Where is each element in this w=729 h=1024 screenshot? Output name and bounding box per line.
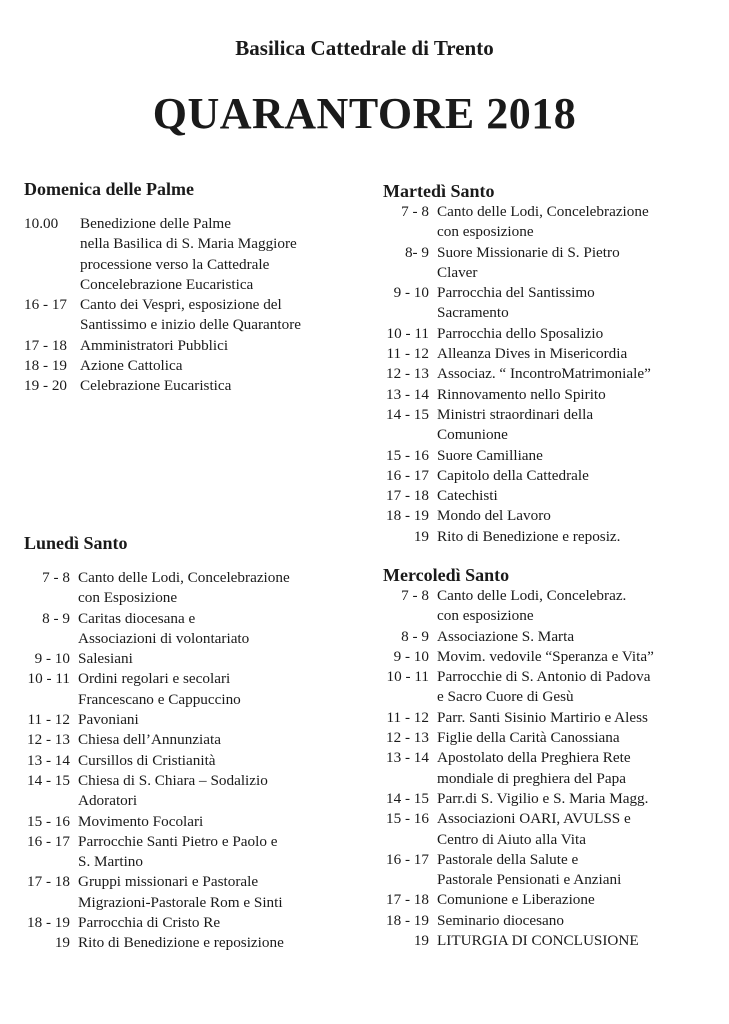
description-line: Comunione	[437, 426, 508, 444]
entry-description	[78, 669, 241, 710]
time-slot: 13 - 14	[26, 751, 70, 769]
time-slot: 12 - 13	[26, 731, 70, 749]
time-slot: 15 - 16	[385, 810, 429, 828]
section-title: Martedì Santo	[383, 181, 495, 201]
entry-description	[437, 243, 620, 284]
entry-description	[80, 295, 301, 336]
schedule-entry	[383, 506, 651, 526]
description-line: Parrocchia di Cristo Re	[78, 914, 221, 932]
schedule-entry	[24, 649, 290, 669]
entry-description	[78, 933, 284, 953]
time-slot: 17 - 18	[385, 487, 429, 505]
schedule-list	[383, 586, 654, 951]
schedule-entry	[383, 647, 654, 667]
description-line: Movimento Focolari	[78, 812, 204, 830]
time-slot: 14 - 15	[385, 405, 429, 423]
schedule-entry	[24, 812, 290, 832]
time-slot: 10.00	[24, 215, 59, 232]
entry-description	[78, 730, 221, 750]
schedule-entry	[383, 283, 651, 324]
description-line: Amministratori Pubblici	[80, 336, 229, 354]
description-line: S. Martino	[78, 853, 143, 871]
description-line: Chiesa dell’Annunziata	[78, 731, 221, 749]
schedule-entry	[24, 730, 290, 750]
description-line: Figlie della Carità Canossiana	[437, 729, 620, 747]
description-line: Azione Cattolica	[80, 357, 183, 375]
description-line: Concelebrazione Eucaristica	[80, 275, 254, 293]
section-title: Lunedì Santo	[24, 533, 128, 553]
description-line: Rinnovamento nello Spirito	[437, 385, 606, 403]
description-line: Parrocchia del Santissimo	[437, 284, 595, 302]
entry-description	[437, 364, 651, 384]
description-line: Claver	[437, 263, 478, 281]
schedule-entry	[383, 243, 651, 284]
description-line: con esposizione	[437, 223, 534, 241]
description-line: Catechisti	[437, 487, 498, 505]
schedule-entry	[24, 295, 301, 336]
time-slot: 11 - 12	[27, 711, 70, 729]
description-line: Rito di Benedizione e reposizione	[78, 934, 284, 952]
description-line: Sacramento	[437, 304, 509, 322]
church-name: Basilica Cattedrale di Trento	[235, 36, 494, 60]
entry-description	[437, 667, 650, 708]
entry-description	[78, 568, 290, 609]
description-line: Pastorale della Salute e	[437, 850, 579, 868]
description-line: Ordini regolari e secolari	[78, 670, 231, 688]
entry-description	[437, 809, 631, 850]
description-line: Parrocchie di S. Antonio di Padova	[437, 668, 651, 686]
schedule-entry	[383, 344, 651, 364]
entry-description	[80, 336, 228, 356]
schedule-entry	[383, 809, 654, 850]
entry-description	[437, 446, 543, 466]
entry-description	[80, 376, 231, 396]
entry-description	[437, 627, 574, 647]
time-slot: 11 - 12	[386, 708, 429, 726]
description-line: Migrazioni-Pastorale Rom e Sinti	[78, 893, 283, 911]
schedule-list	[24, 568, 290, 954]
schedule-entry	[383, 385, 651, 405]
entry-description	[80, 356, 182, 376]
description-line: Pastorale Pensionati e Anziani	[437, 871, 622, 889]
time-slot: 13 - 14	[385, 749, 429, 767]
schedule-entry	[383, 527, 651, 547]
entry-description	[80, 214, 297, 295]
description-line: Associazioni OARI, AVULSS e	[437, 810, 631, 828]
schedule-entry	[383, 850, 654, 891]
entry-description	[78, 832, 278, 873]
schedule-entry	[24, 669, 290, 710]
description-line: Adoratori	[78, 792, 138, 810]
description-line: processione verso la Cattedrale	[80, 255, 270, 273]
schedule-entry	[24, 913, 290, 933]
description-line: Chiesa di S. Chiara – Sodalizio	[78, 771, 268, 789]
entry-description	[78, 609, 249, 650]
description-line: Associazioni di volontariato	[78, 629, 250, 647]
schedule-entry	[24, 832, 290, 873]
schedule-entry	[24, 214, 301, 295]
schedule-entry	[383, 364, 651, 384]
description-line: nella Basilica di S. Maria Maggiore	[80, 235, 297, 253]
schedule-entry	[383, 748, 654, 789]
time-slot: 16 - 17	[26, 832, 70, 850]
entry-description	[78, 812, 203, 832]
time-slot: 17 - 18	[24, 336, 68, 354]
schedule-entry	[383, 931, 654, 951]
entry-description	[78, 771, 268, 812]
entry-description	[437, 850, 621, 891]
description-line: Associaz. “ IncontroMatrimoniale”	[437, 365, 651, 383]
description-line: Santissimo e inizio delle Quarantore	[80, 316, 302, 334]
entry-description	[437, 728, 620, 748]
entry-description	[437, 202, 649, 243]
time-slot: 19	[413, 932, 429, 950]
schedule-entry	[383, 486, 651, 506]
entry-description	[78, 649, 133, 669]
time-slot: 10 - 11	[27, 670, 70, 688]
schedule-entry	[383, 405, 651, 446]
time-slot: 12 - 13	[385, 365, 429, 383]
entry-description	[437, 647, 654, 667]
time-slot: 11 - 12	[386, 345, 429, 363]
schedule-list	[383, 202, 651, 547]
description-line: Benedizione delle Palme	[80, 215, 231, 232]
entry-description	[437, 405, 593, 446]
time-slot: 7 - 8	[401, 203, 429, 220]
description-line: e Sacro Cuore di Gesù	[437, 688, 574, 706]
description-line: Parrocchie Santi Pietro e Paolo e	[78, 832, 278, 850]
section-martedi-santo	[383, 180, 651, 547]
entry-description	[437, 708, 648, 728]
time-slot: 8- 9	[404, 243, 429, 261]
time-slot: 15 - 16	[26, 812, 70, 830]
time-slot: 18 - 19	[385, 507, 429, 525]
section-title: Domenica delle Palme	[24, 179, 194, 199]
description-line: Parr.di S. Vigilio e S. Maria Magg.	[437, 789, 649, 807]
schedule-entry	[383, 789, 654, 809]
time-slot: 16 - 17	[385, 466, 429, 484]
page-title: QUARANTORE 2018	[152, 89, 577, 138]
schedule-entry	[383, 586, 654, 627]
entry-description	[437, 283, 595, 324]
time-slot: 10 - 11	[386, 324, 429, 342]
time-slot: 13 - 14	[385, 385, 429, 403]
description-line: Suore Camilliane	[437, 446, 543, 464]
entry-description	[437, 385, 606, 405]
description-line: Seminario diocesano	[437, 911, 564, 929]
description-line: Caritas diocesana e	[78, 609, 196, 627]
description-line: Canto delle Lodi, Concelebraz.	[437, 587, 627, 604]
description-line: Parrocchia dello Sposalizio	[437, 324, 604, 342]
time-slot: 19	[54, 934, 70, 952]
description-line: Francescano e Cappuccino	[78, 690, 241, 708]
schedule-entry	[24, 933, 290, 953]
time-slot: 16 - 17	[385, 850, 429, 868]
time-slot: 14 - 15	[26, 771, 70, 789]
entry-description	[437, 586, 626, 627]
entry-description	[437, 344, 627, 364]
entry-description	[78, 751, 216, 771]
time-slot: 9 - 10	[393, 284, 429, 302]
description-line: Capitolo della Cattedrale	[437, 466, 589, 484]
schedule-entry	[24, 751, 290, 771]
time-slot: 14 - 15	[385, 789, 429, 807]
time-slot: 16 - 17	[24, 296, 68, 314]
description-line: Comunione e Liberazione	[437, 891, 595, 909]
description-line: Alleanza Dives in Misericordia	[437, 345, 628, 363]
time-slot: 18 - 19	[385, 911, 429, 929]
entry-description	[437, 527, 620, 547]
schedule-entry	[24, 568, 290, 609]
schedule-entry	[383, 324, 651, 344]
schedule-entry	[24, 710, 290, 730]
entry-description	[437, 486, 498, 506]
time-slot: 12 - 13	[385, 729, 429, 747]
time-slot: 7 - 8	[401, 587, 429, 604]
description-line: Rito di Benedizione e reposiz.	[437, 527, 621, 545]
entry-description	[437, 466, 589, 486]
description-line: Apostolato della Preghiera Rete	[437, 749, 631, 767]
schedule-entry	[24, 336, 301, 356]
schedule-list	[24, 214, 301, 397]
time-slot: 17 - 18	[385, 891, 429, 909]
time-slot: 9 - 10	[34, 650, 70, 668]
entry-description	[78, 710, 139, 730]
description-line: Mondo del Lavoro	[437, 507, 551, 525]
entry-description	[437, 890, 595, 910]
entry-description	[437, 506, 551, 526]
description-line: con Esposizione	[78, 589, 178, 607]
schedule-entry	[383, 667, 654, 708]
time-slot: 19	[413, 527, 429, 545]
description-line: Salesiani	[78, 650, 133, 668]
section-title: Mercoledì Santo	[383, 565, 510, 585]
description-line: mondiale di preghiera del Papa	[437, 769, 626, 787]
description-line: Associazione S. Marta	[437, 627, 575, 645]
time-slot: 17 - 18	[26, 873, 70, 891]
schedule-entry	[383, 627, 654, 647]
time-slot: 15 - 16	[385, 446, 429, 464]
section-lunedi-santo	[24, 532, 290, 954]
description-line: con esposizione	[437, 607, 534, 625]
schedule-entry	[383, 911, 654, 931]
entry-description	[437, 911, 564, 931]
entry-description	[437, 931, 639, 951]
time-slot: 18 - 19	[24, 357, 68, 375]
schedule-entry	[383, 708, 654, 728]
schedule-entry	[24, 609, 290, 650]
schedule-entry	[24, 376, 301, 396]
schedule-entry	[383, 890, 654, 910]
description-line: Pavoniani	[78, 711, 139, 729]
description-line: Canto dei Vespri, esposizione del	[80, 296, 282, 314]
time-slot: 9 - 10	[393, 647, 429, 665]
description-line: Centro di Aiuto alla Vita	[437, 830, 586, 848]
section-domenica-delle-palme	[24, 178, 301, 397]
entry-description	[437, 324, 603, 344]
description-line: Suore Missionarie di S. Pietro	[437, 243, 620, 261]
time-slot: 8 - 9	[42, 609, 70, 627]
description-line: Gruppi missionari e Pastorale	[78, 873, 259, 891]
description-line: Cursillos di Cristianità	[78, 751, 216, 769]
schedule-entry	[383, 446, 651, 466]
section-mercoledi-santo	[383, 564, 654, 951]
description-line: Canto delle Lodi, Concelebrazione	[437, 203, 649, 220]
schedule-entry	[24, 872, 290, 913]
time-slot: 7 - 8	[42, 569, 70, 586]
schedule-entry	[383, 202, 651, 243]
description-line: Ministri straordinari della	[437, 405, 594, 423]
time-slot: 8 - 9	[401, 627, 429, 645]
time-slot: 18 - 19	[26, 914, 70, 932]
time-slot: 10 - 11	[386, 668, 429, 686]
schedule-entry	[24, 771, 290, 812]
time-slot: 19 - 20	[24, 377, 68, 395]
description-line: Movim. vedovile “Speranza e Vita”	[437, 647, 654, 665]
description-line: Celebrazione Eucaristica	[80, 377, 232, 395]
description-line: Parr. Santi Sisinio Martirio e Aless	[437, 708, 648, 726]
schedule-entry	[24, 356, 301, 376]
description-line: LITURGIA DI CONCLUSIONE	[437, 932, 639, 950]
entry-description	[437, 748, 631, 789]
description-line: Canto delle Lodi, Concelebrazione	[78, 569, 290, 586]
schedule-entry	[383, 728, 654, 748]
schedule-entry	[383, 466, 651, 486]
entry-description	[437, 789, 648, 809]
entry-description	[78, 913, 220, 933]
entry-description	[78, 872, 283, 913]
